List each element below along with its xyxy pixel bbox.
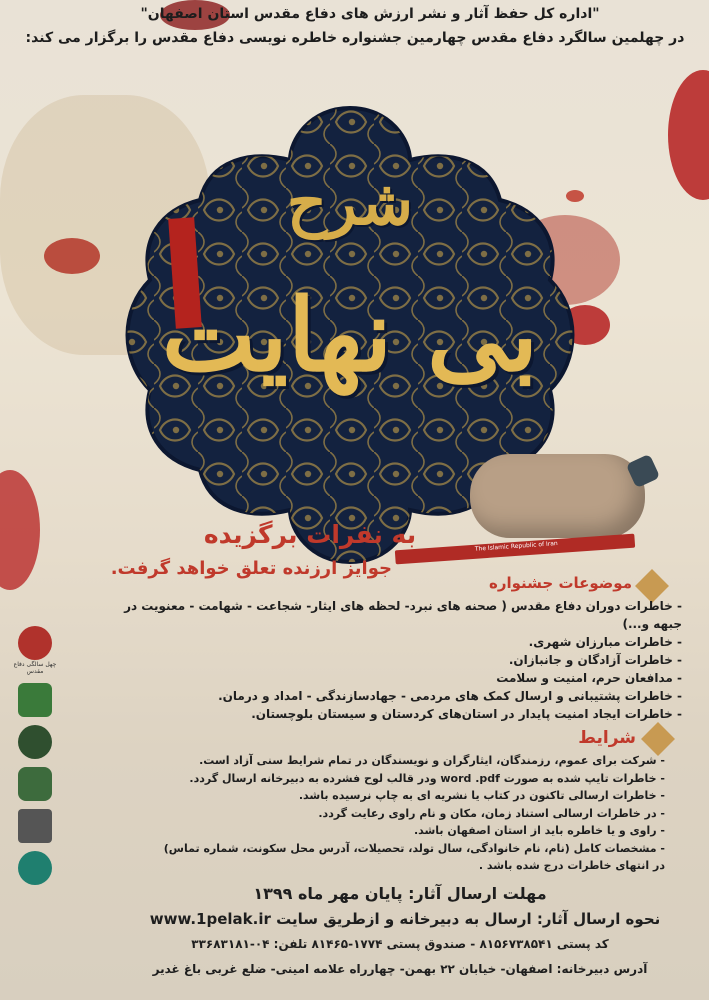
deadline: مهلت ارسال آثار: پایان مهر ماه ۱۳۹۹	[253, 884, 547, 903]
rules-heading: شرایط	[578, 728, 636, 748]
rules-ornament-icon	[641, 722, 675, 756]
emblem-icon	[18, 725, 52, 759]
prize-headline: به نفرات برگزیده	[203, 520, 417, 549]
list-item: - مشخصات کامل (نام، نام خانوادگی، سال تولد، تحصیلات، آدرس محل سکونت، شماره تماس)	[163, 841, 665, 855]
list-item: - خاطرات پشتیبانی و ارسال کمک های مردمی - جهادسازندگی - امداد و درمان.	[218, 689, 682, 703]
list-item: - راوی و یا خاطره باید از استان اصفهان باشد.	[413, 824, 665, 837]
logo-foundation	[12, 683, 58, 717]
logo-caption: چهل سالگی دفاع مقدس	[13, 661, 57, 675]
red-petal-decoration	[668, 70, 709, 200]
list-item: در انتهای خاطرات درج شده باشد .	[478, 859, 665, 872]
logo-emblem	[12, 851, 58, 885]
sponsor-logos	[12, 618, 58, 885]
rules-list	[100, 752, 665, 875]
list-item: - شرکت برای عموم، رزمندگان، ایثارگران و نویسندگان در تمام شرایط سنی آزاد است.	[199, 754, 665, 767]
emblem-icon	[18, 851, 52, 885]
logo-army	[12, 725, 58, 759]
list-item: - خاطرات تایپ شده به صورت word .pdf ودر قالب لوح فشرده به دبیرخانه ارسال گردد.	[189, 771, 665, 785]
emblem-icon	[18, 809, 52, 843]
organizer-line: "اداره کل حفظ آثار و نشر ارزش های دفاع مقدس استان اصفهان"	[140, 6, 600, 22]
list-item: - خاطرات آزادگان و جانبازان.	[508, 653, 682, 667]
list-item: - خاطرات ایجاد امنیت پایدار در استان‌های کردستان و سیستان بلوچستان.	[251, 707, 682, 721]
list-item: - خاطرات ارسالی تاکنون در کتاب یا نشریه ای به چاپ نرسیده باشد.	[298, 789, 665, 802]
logo-police	[12, 767, 58, 801]
logo-irgc	[12, 809, 58, 843]
emblem-icon	[18, 767, 52, 801]
intro-line: در چهلمین سالگرد دفاع مقدس چهارمین جشنواره خاطره نویسی دفاع مقدس را برگزار می کند:	[25, 30, 685, 46]
list-item: - مدافعان حرم، امنیت و سلامت	[496, 671, 682, 685]
title-word-binahayat: بی نهایت	[161, 276, 539, 394]
logo-fortieth-anniversary	[12, 626, 58, 675]
list-item: - خاطرات مبارزان شهری.	[528, 635, 682, 649]
emblem-icon	[18, 683, 52, 717]
prize-subline: جوایز ارزنده تعلق خواهد گرفت.	[110, 558, 392, 579]
contact-info: کد پستی ۸۱۵۶۷۳۸۵۴۱ - صندوق پستی ۱۷۷۴-۸۱۴۶۵ تلفن: ۰۴-۳۳۶۸۳۱۸۱	[191, 937, 609, 951]
topics-heading: موضوعات جشنواره	[489, 574, 632, 592]
title-word-sharh: شرح	[286, 166, 414, 239]
pencil-text: The Islamic Republic of Iran	[474, 540, 558, 553]
list-item: - در خاطرات ارسالی استناد زمان، مکان و نام راوی رعایت گردد.	[318, 806, 665, 820]
submission-method: نحوه ارسال آثار: ارسال به دبیرخانه و ازطریق سایت www.1pelak.ir	[149, 910, 661, 928]
canteen-image	[470, 446, 660, 542]
list-item: - خاطرات دوران دفاع مقدس ( صحنه های نبرد- لحظه های ایثار- شجاعت - شهامت - معنویت در جبهه و...)	[124, 599, 682, 631]
secretariat-address: آدرس دبیرخانه: اصفهان- خیابان ۲۲ بهمن- چهارراه علامه امینی- ضلع غربی باغ غدیر	[152, 962, 648, 976]
topics-list	[100, 597, 682, 723]
emblem-icon	[18, 626, 52, 660]
